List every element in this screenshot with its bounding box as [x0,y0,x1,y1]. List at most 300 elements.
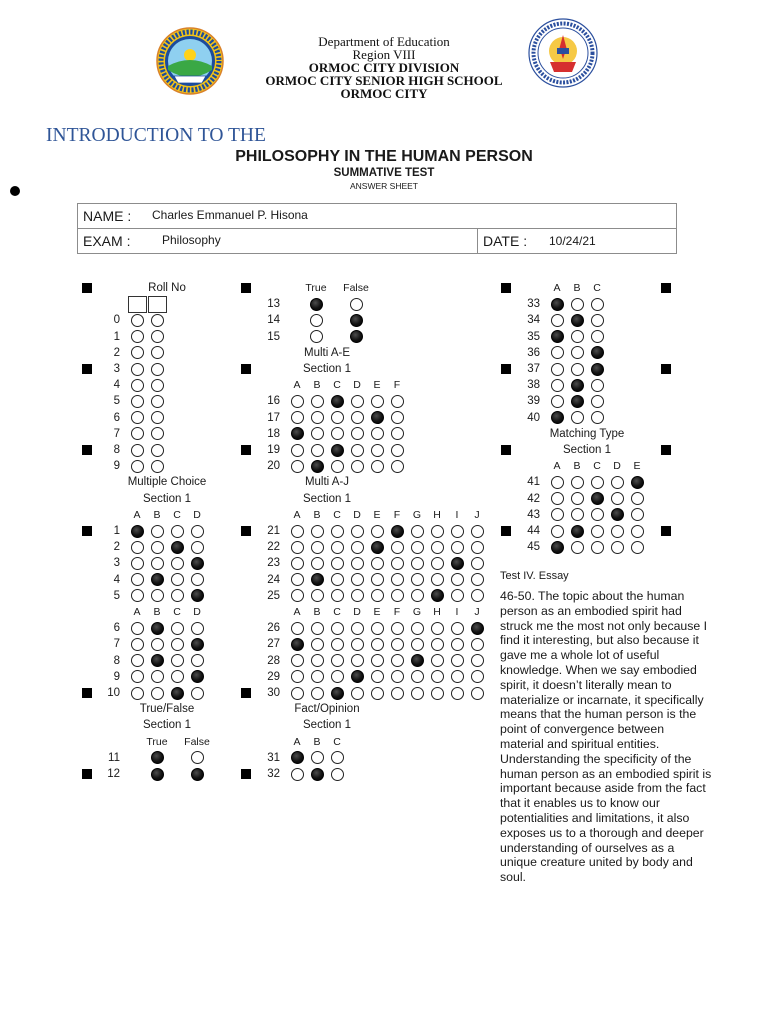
item-number: 2 [113,346,120,359]
answer-bubble-empty [311,427,324,440]
item-number: 0 [113,314,120,327]
answer-bubble-empty [591,330,604,343]
item-number: 28 [267,654,280,667]
name-label: NAME : [83,208,132,224]
answer-bubble-empty [591,411,604,424]
answer-bubble-empty [411,557,424,570]
answer-bubble-filled [571,379,584,392]
item-number: 19 [267,444,280,456]
answer-bubble-empty [391,427,404,440]
answer-bubble-empty [471,557,484,570]
answer-bubble-empty [131,573,144,586]
answer-bubble-empty [131,395,144,408]
answer-bubble-empty [311,622,324,635]
item-number: 5 [113,395,120,408]
answer-bubble-empty [131,670,144,683]
answer-bubble-empty [411,622,424,635]
answer-bubble-empty [291,768,304,781]
answer-bubble-empty [131,589,144,602]
item-number: 25 [267,589,280,602]
school-name: ORMOC CITY SENIOR HIGH SCHOOL [265,73,503,88]
choice-header-label: A [553,282,561,294]
essay-line: spirit, it doesn’t literally mean to [500,677,672,692]
item-number: 1 [113,525,120,537]
choice-header-label: E [373,606,381,618]
answer-bubble-empty [571,346,584,359]
choice-header-label: True [305,282,327,294]
answer-bubble-filled [291,751,304,764]
answer-bubble-empty [131,444,144,457]
answer-bubble-empty [591,395,604,408]
item-number: 7 [113,427,120,440]
answer-bubble-empty [351,460,364,473]
answer-bubble-empty [131,622,144,635]
answer-bubble-empty [371,444,384,457]
choice-header-label: C [173,508,181,521]
choice-header-label: I [455,606,459,618]
item-number: 1 [113,330,120,343]
choice-header-label: A [293,735,301,748]
answer-bubble-empty [311,751,324,764]
answer-bubble-empty [151,557,164,570]
timing-mark [501,445,511,455]
choice-header-label: A [553,460,561,473]
answer-bubble-filled [291,638,304,651]
item-number: 10 [107,687,120,699]
item-number: 15 [267,330,280,343]
answer-bubble-filled [131,525,144,538]
answer-bubble-empty [131,460,144,473]
answer-bubble-filled [551,298,564,311]
answer-bubble-empty [171,557,184,570]
answer-bubble-empty [371,654,384,667]
answer-bubble-empty [310,314,323,327]
answer-bubble-empty [571,476,584,489]
answer-bubble-filled [331,395,344,408]
item-number: 34 [527,314,540,327]
roll-no-box [128,296,147,313]
item-number: 17 [267,411,280,424]
answer-bubble-empty [151,395,164,408]
answer-bubble-empty [171,654,184,667]
choice-header-label: B [573,282,581,294]
answer-bubble-empty [311,670,324,683]
answer-bubble-empty [291,460,304,473]
choice-header-label: A [293,508,301,521]
answer-bubble-filled [611,508,624,521]
answer-bubble-empty [391,687,404,700]
item-number: 8 [113,444,120,456]
answer-bubble-filled [151,654,164,667]
answer-bubble-filled [551,541,564,554]
answer-bubble-empty [350,298,363,311]
answer-bubble-filled [371,541,384,554]
roll-no-box [148,296,167,313]
item-number: 3 [113,363,120,375]
answer-bubble-empty [191,573,204,586]
answer-bubble-empty [171,525,184,538]
item-number: 14 [267,314,280,327]
answer-bubble-empty [611,525,624,538]
course-title: INTRODUCTION TO THE [46,125,266,146]
block-title: Matching Type [549,427,625,440]
item-number: 24 [267,573,280,586]
answer-bubble-empty [431,638,444,651]
division-name: ORMOC CITY DIVISION [308,60,460,75]
subject-title: PHILOSOPHY IN THE HUMAN PERSON [235,148,533,165]
item-number: 27 [267,638,280,651]
answer-bubble-empty [571,541,584,554]
answer-bubble-empty [291,654,304,667]
answer-bubble-empty [571,492,584,505]
answer-bubble-filled [291,427,304,440]
item-number: 29 [267,670,280,683]
essay-line: means that the human person is the [500,707,697,722]
item-number: 21 [267,525,280,537]
essay-line: person as an embodied spirit had [500,603,682,618]
answer-bubble-empty [551,525,564,538]
choice-header-label: J [474,508,480,521]
answer-bubble-empty [351,622,364,635]
choice-header-label: E [373,379,381,392]
choice-header-label: C [333,508,341,521]
choice-header-label: J [474,606,480,618]
essay-line: human person as an embodied spirit is [500,766,712,781]
answer-bubble-empty [551,395,564,408]
choice-header-label: D [193,606,201,618]
block-title: Roll No [148,282,186,294]
choice-header-label: B [313,379,321,392]
choice-header-label: G [412,606,422,618]
answer-bubble-empty [411,541,424,554]
choice-header-label: C [333,606,341,618]
answer-bubble-empty [391,541,404,554]
answer-bubble-empty [451,573,464,586]
answer-bubble-empty [311,638,324,651]
answer-bubble-empty [331,654,344,667]
answer-bubble-filled [591,346,604,359]
answer-bubble-empty [311,541,324,554]
section-label: Section 1 [563,444,611,456]
answer-bubble-empty [131,557,144,570]
answer-bubble-empty [171,589,184,602]
answer-bubble-empty [391,395,404,408]
item-number: 16 [267,395,280,408]
answer-bubble-empty [371,395,384,408]
choice-header-label: C [593,282,601,294]
essay-line: knowledge. When we say embodied [500,662,697,677]
item-number: 18 [267,427,280,440]
answer-bubble-empty [171,670,184,683]
choice-header-label: A [133,606,141,618]
answer-bubble-empty [411,573,424,586]
answer-bubble-empty [151,460,164,473]
answer-bubble-empty [311,395,324,408]
answer-bubble-empty [371,670,384,683]
item-number: 36 [527,346,540,359]
item-number: 22 [267,541,280,554]
answer-bubble-empty [351,638,364,651]
choice-header-label: B [573,460,581,473]
answer-bubble-empty [411,589,424,602]
answer-bubble-empty [391,573,404,586]
essay-line: materialize or incarnate, it specifically [500,692,704,707]
choice-header-label: D [353,508,361,521]
item-number: 42 [527,492,540,505]
essay-heading: Test IV. Essay [500,570,569,582]
answer-bubble-empty [371,525,384,538]
answer-bubble-empty [391,638,404,651]
section-label: Section 1 [303,719,351,732]
answer-bubble-filled [171,687,184,700]
answer-bubble-empty [551,508,564,521]
answer-bubble-filled [351,670,364,683]
answer-bubble-empty [391,444,404,457]
answer-bubble-empty [471,687,484,700]
choice-header-label: F [393,606,401,618]
answer-bubble-empty [551,492,564,505]
answer-bubble-empty [451,589,464,602]
answer-bubble-empty [591,379,604,392]
answer-bubble-empty [131,379,144,392]
answer-bubble-filled [551,411,564,424]
answer-bubble-empty [591,314,604,327]
answer-bubble-empty [551,476,564,489]
choice-header-label: C [173,606,181,618]
answer-bubble-filled [151,751,164,764]
answer-bubble-empty [151,363,164,376]
section-label: Section 1 [303,492,351,505]
timing-mark [241,364,251,374]
answer-bubble-empty [331,768,344,781]
choice-header-label: D [353,379,361,392]
answer-bubble-empty [351,589,364,602]
item-number: 12 [107,768,120,780]
item-number: 11 [108,751,120,764]
answer-bubble-empty [311,687,324,700]
item-number: 6 [113,622,120,635]
item-number: 35 [527,330,540,343]
answer-bubble-empty [131,638,144,651]
essay-line: understanding of ourselves as a [500,840,675,855]
answer-bubble-empty [311,525,324,538]
answer-bubble-empty [471,638,484,651]
essay-line: that it enables us to know our [500,796,660,811]
answer-bubble-empty [331,622,344,635]
answer-bubble-empty [351,395,364,408]
answer-bubble-empty [311,589,324,602]
answer-bubble-filled [311,573,324,586]
answer-bubble-empty [191,541,204,554]
answer-bubble-filled [191,589,204,602]
item-number: 6 [113,411,120,424]
answer-bubble-empty [411,638,424,651]
city-name: ORMOC CITY [340,86,428,101]
choice-header-label: A [293,379,301,392]
answer-bubble-empty [131,654,144,667]
answer-bubble-empty [571,411,584,424]
answer-bubble-empty [131,330,144,343]
choice-header-label: A [133,508,141,521]
item-number: 8 [113,654,120,667]
item-number: 31 [267,751,280,764]
answer-bubble-empty [431,654,444,667]
answer-bubble-empty [151,411,164,424]
choice-header-label: True [146,735,168,748]
answer-bubble-empty [291,541,304,554]
answer-bubble-filled [331,687,344,700]
answer-bubble-empty [431,622,444,635]
block-title: Fact/Opinion [294,703,360,716]
answer-bubble-empty [131,687,144,700]
answer-bubble-empty [331,638,344,651]
choice-header-label: B [313,508,321,521]
answer-bubble-empty [451,687,464,700]
answer-bubble-empty [191,654,204,667]
answer-bubble-empty [471,541,484,554]
answer-bubble-empty [151,346,164,359]
answer-bubble-empty [431,525,444,538]
timing-mark [661,283,671,293]
essay-line: point of convergence between [500,722,665,737]
item-number: 23 [267,557,280,570]
answer-bubble-empty [411,525,424,538]
answer-bubble-empty [431,541,444,554]
answer-bubble-empty [391,589,404,602]
answer-bubble-empty [291,670,304,683]
answer-bubble-empty [551,314,564,327]
answer-bubble-empty [291,411,304,424]
item-number: 13 [267,298,280,311]
choice-header-label: G [412,508,422,521]
answer-bubble-empty [411,687,424,700]
timing-mark [661,526,671,536]
region-name: Region VIII [352,47,416,62]
answer-bubble-filled [411,654,424,667]
essay-line: potentialities and limitations, it also [500,810,690,825]
answer-bubble-empty [151,589,164,602]
item-number: 44 [527,525,540,537]
answer-bubble-empty [311,411,324,424]
answer-bubble-empty [131,427,144,440]
answer-bubble-empty [351,541,364,554]
answer-bubble-empty [611,492,624,505]
section-label: Section 1 [143,492,191,505]
answer-bubble-empty [371,638,384,651]
answer-bubble-empty [151,379,164,392]
item-number: 41 [527,476,540,489]
essay-line: 46-50. The topic about the human [500,589,685,603]
answer-bubble-empty [291,589,304,602]
exam-value: Philosophy [162,233,221,247]
answer-bubble-filled [471,622,484,635]
answer-bubble-empty [151,638,164,651]
choice-header-label: F [393,379,401,392]
answer-bubble-empty [571,298,584,311]
answer-bubble-filled [571,314,584,327]
essay-line: struck me the most not only because I [500,618,708,633]
choice-header-label: D [613,460,621,473]
answer-bubble-empty [431,557,444,570]
answer-bubble-empty [291,687,304,700]
answer-bubble-empty [351,687,364,700]
answer-bubble-empty [451,525,464,538]
choice-header-label: E [633,460,641,473]
date-value: 10/24/21 [549,234,596,248]
answer-bubble-empty [391,460,404,473]
answer-bubble-empty [611,476,624,489]
answer-bubble-empty [571,508,584,521]
answer-bubble-empty [391,622,404,635]
answer-bubble-empty [451,541,464,554]
answer-bubble-filled [451,557,464,570]
answer-bubble-empty [311,557,324,570]
choice-header-label: C [593,460,601,473]
choice-header-label: H [433,508,441,521]
timing-mark [501,283,511,293]
answer-bubble-empty [391,670,404,683]
item-number: 45 [527,541,540,554]
answer-bubble-empty [331,670,344,683]
answer-bubble-empty [351,573,364,586]
choice-header-label: C [333,379,341,392]
choice-header-label: H [433,606,441,618]
answer-bubble-empty [191,751,204,764]
answer-bubble-empty [631,492,644,505]
answer-bubble-empty [391,557,404,570]
answer-bubble-empty [151,525,164,538]
item-number: 4 [113,379,120,392]
answer-bubble-empty [171,638,184,651]
answer-bubble-filled [431,589,444,602]
answer-bubble-empty [591,541,604,554]
answer-bubble-filled [591,492,604,505]
sheet-title: ANSWER SHEET [349,181,418,191]
answer-bubble-empty [591,476,604,489]
essay-line: soul. [500,870,526,885]
item-number: 7 [113,638,120,651]
answer-bubble-empty [131,363,144,376]
essay-body [500,589,711,885]
answer-bubble-empty [311,654,324,667]
answer-bubble-empty [331,573,344,586]
choice-header-label: B [153,606,161,618]
answer-bubble-empty [191,525,204,538]
answer-bubble-empty [471,525,484,538]
answer-bubble-empty [310,330,323,343]
answer-bubble-empty [171,622,184,635]
answer-bubble-empty [291,622,304,635]
answer-bubble-empty [291,557,304,570]
answer-bubble-empty [151,330,164,343]
answer-bubble-empty [351,525,364,538]
answer-bubble-filled [591,363,604,376]
block-title: True/False [139,703,195,716]
essay-line: material and spiritual entities. [500,736,660,751]
choice-header-label: B [313,735,321,748]
answer-bubble-empty [431,687,444,700]
essay-line: find it interesting, but also because it [500,633,699,648]
answer-bubble-empty [571,330,584,343]
item-number: 33 [527,298,540,311]
item-number: 26 [267,622,280,635]
answer-bubble-filled [571,525,584,538]
item-number: 4 [113,573,120,586]
answer-bubble-filled [191,670,204,683]
choice-header-label: F [393,508,401,521]
block-title: Multi A-E [303,346,350,359]
answer-bubble-empty [151,541,164,554]
